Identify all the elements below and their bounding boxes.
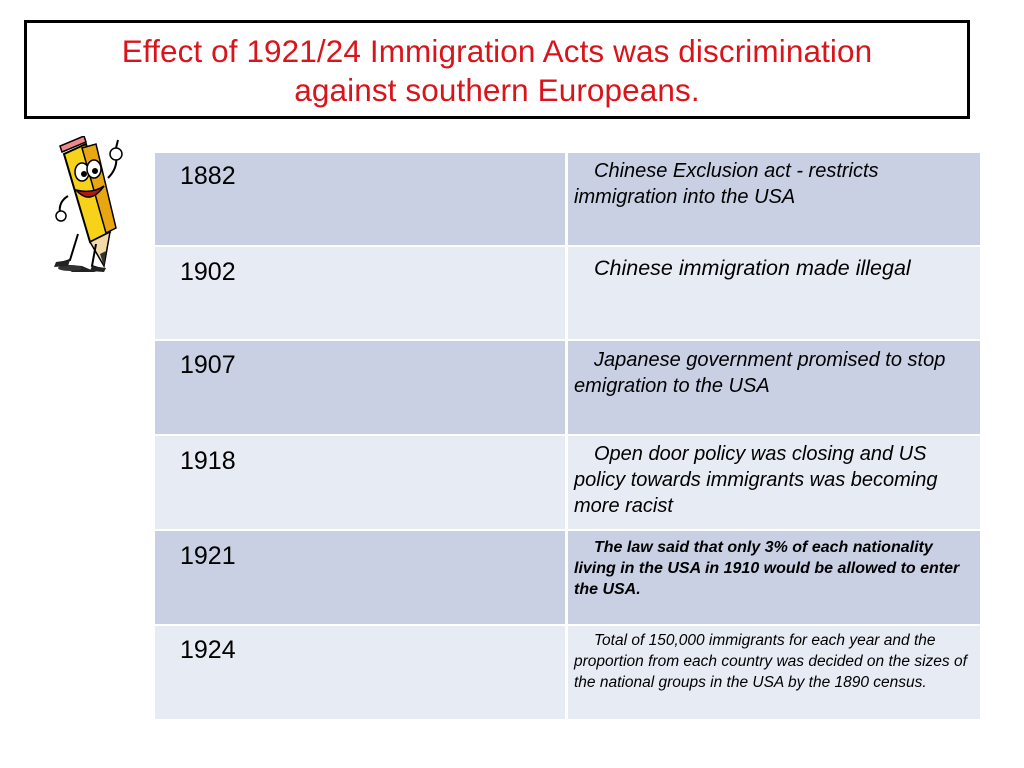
description-cell	[567, 530, 981, 625]
year-label: 1924	[180, 636, 236, 664]
description-cell	[567, 246, 981, 340]
year-cell	[155, 340, 567, 435]
year-cell	[155, 435, 567, 530]
description-cell	[567, 153, 981, 246]
title-line-2: against southern Europeans.	[294, 72, 700, 108]
table-row-1902	[155, 246, 980, 340]
timeline-table	[155, 153, 980, 721]
description-text: Total of 150,000 immigrants for each year and the proportion from each country was decided on the sizes of the national groups in the USA by the 1890 census.	[574, 632, 967, 691]
year-label: 1882	[180, 162, 236, 190]
table-row-1924	[155, 625, 980, 720]
year-cell	[155, 246, 567, 340]
table-row-1907	[155, 340, 980, 435]
description-cell	[567, 435, 981, 530]
year-label: 1902	[180, 258, 236, 286]
description-text: Chinese immigration made illegal	[594, 256, 911, 280]
description-text: Open door policy was closing and US policy towards immigrants was becoming more racist	[574, 443, 938, 517]
table-row-1921	[155, 530, 980, 625]
description-text: The law said that only 3% of each nationality living in the USA in 1910 would be allowed to enter the USA.	[574, 539, 960, 598]
year-cell	[155, 153, 567, 246]
year-label: 1921	[180, 542, 236, 570]
table-row-1918	[155, 435, 980, 530]
description-text: Japanese government promised to stop emigration to the USA	[574, 349, 946, 397]
table-row-1882	[155, 153, 980, 246]
year-label: 1907	[180, 351, 236, 379]
year-cell	[155, 530, 567, 625]
description-cell	[567, 340, 981, 435]
year-cell	[155, 625, 567, 720]
title-line-1: Effect of 1921/24 Immigration Acts was discrimination	[121, 33, 873, 69]
page-title	[27, 23, 967, 110]
description-text: Chinese Exclusion act - restricts immigration into the USA	[574, 160, 879, 208]
description-cell	[567, 625, 981, 720]
year-label: 1918	[180, 447, 236, 475]
cartoon-pencil-mascot-icon	[52, 136, 134, 278]
title-box	[24, 20, 970, 119]
